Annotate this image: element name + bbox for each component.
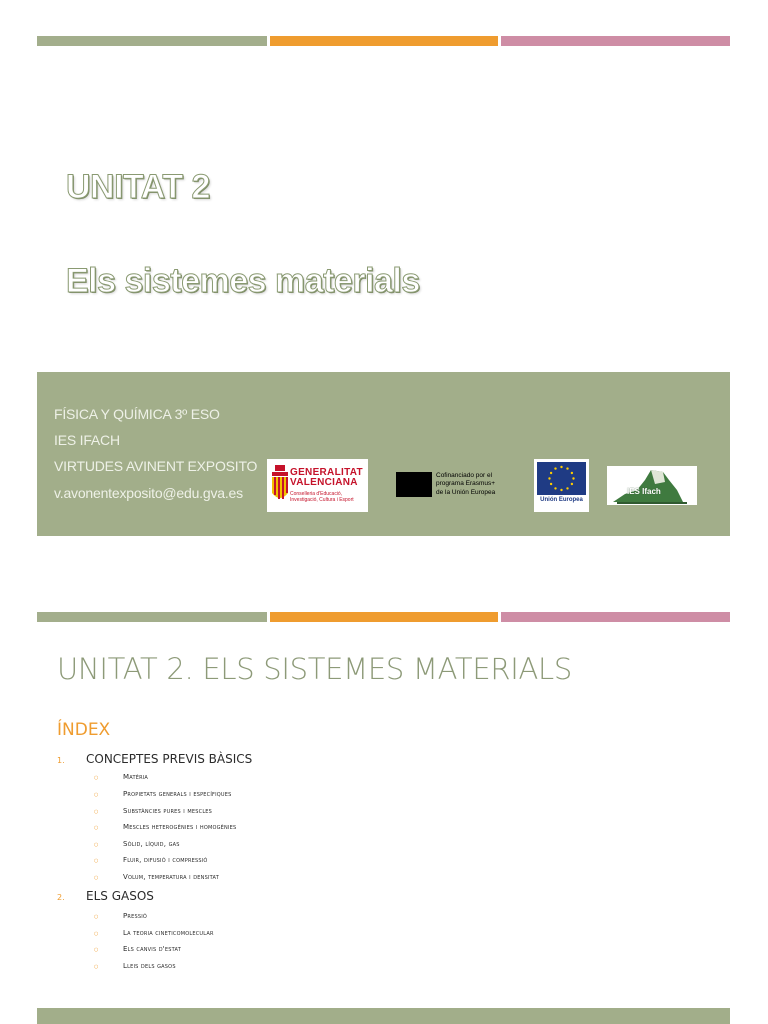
bullet-icon: ○: [94, 931, 99, 937]
slide2-title: UNITAT 2. ELS SISTEMES MATERIALS: [57, 652, 572, 686]
top-bar-green: [37, 36, 267, 46]
bullet-icon: ○: [94, 875, 99, 881]
top-bar-pink: [501, 36, 730, 46]
bullet-icon: ○: [94, 964, 99, 970]
info-band: [37, 372, 730, 536]
generalitat-emblem-icon: [270, 465, 290, 505]
erasmus-cofunding-text: [436, 472, 495, 497]
generalitat-subtitle-1: Conselleria d'Educació,: [290, 491, 343, 497]
erasmus-line-3: de la Unión Europea: [436, 488, 496, 496]
slide2-bar-green: [37, 612, 267, 622]
bullet-icon: ○: [94, 842, 99, 848]
school-name: IES IFACH: [54, 432, 120, 448]
course-name: FÍSICA Y QUÍMICA 3º ESO: [54, 406, 220, 422]
bullet-icon: ○: [94, 947, 99, 953]
teacher-name: VIRTUDES AVINENT EXPOSITO: [54, 458, 258, 474]
list-item: Mescles heterogènies i homogènies: [123, 823, 237, 831]
generalitat-subtitle-2: Investigació, Cultura i Esport: [290, 497, 354, 503]
top-bar-orange: [270, 36, 498, 46]
eu-logo: [534, 459, 589, 512]
bullet-icon: ○: [94, 809, 99, 815]
section-number: 2.: [57, 893, 65, 902]
ifach-rock-icon: [607, 466, 697, 505]
list-item: Fluir, difusió i compressió: [123, 856, 208, 864]
list-item: Pressió: [123, 912, 148, 920]
slide-title-topic: Els sistemes materials: [66, 262, 420, 300]
ifach-text: IES Ifach: [627, 487, 661, 496]
list-item: Matèria: [123, 773, 149, 781]
eu-caption: Unión Europea: [540, 497, 583, 503]
section-title: ELS GASOS: [86, 889, 154, 903]
teacher-email: v.avonentexposito@edu.gva.es: [54, 485, 243, 501]
bullet-icon: ○: [94, 858, 99, 864]
list-item: Lleis dels gasos: [123, 962, 176, 970]
slide-3-top-band: [37, 1008, 730, 1024]
section-number: 1.: [57, 756, 65, 765]
list-item: Els canvis d'estat: [123, 945, 182, 953]
ies-ifach-logo: [607, 466, 697, 505]
bullet-icon: ○: [94, 825, 99, 831]
erasmus-line-1: Cofinanciado por el: [436, 472, 493, 479]
bullet-icon: ○: [94, 775, 99, 781]
list-item: La teoria cineticomolecular: [123, 929, 214, 937]
list-item: Volum, temperatura i densitat: [123, 873, 219, 881]
slide2-bar-pink: [501, 612, 730, 622]
list-item: Substàncies pures i mescles: [123, 807, 213, 815]
generalitat-name: GENERALITAT: [290, 467, 363, 478]
erasmus-black-box: [396, 472, 432, 497]
generalitat-name-2: VALENCIANA: [290, 477, 358, 488]
list-item: Propietats generals i específiques: [123, 790, 232, 798]
bullet-icon: ○: [94, 792, 99, 798]
slide2-bar-orange: [270, 612, 498, 622]
erasmus-line-2: programa Erasmus+: [436, 480, 496, 488]
section-title: CONCEPTES PREVIS BÀSICS: [86, 752, 253, 766]
index-heading: ÍNDEX: [57, 720, 111, 740]
slide-title-unit: UNITAT 2: [66, 168, 210, 206]
eu-flag-icon: [537, 462, 586, 495]
bullet-icon: ○: [94, 914, 99, 920]
list-item: Sòlid, líquid, gas: [123, 840, 180, 848]
generalitat-logo: [267, 459, 368, 512]
